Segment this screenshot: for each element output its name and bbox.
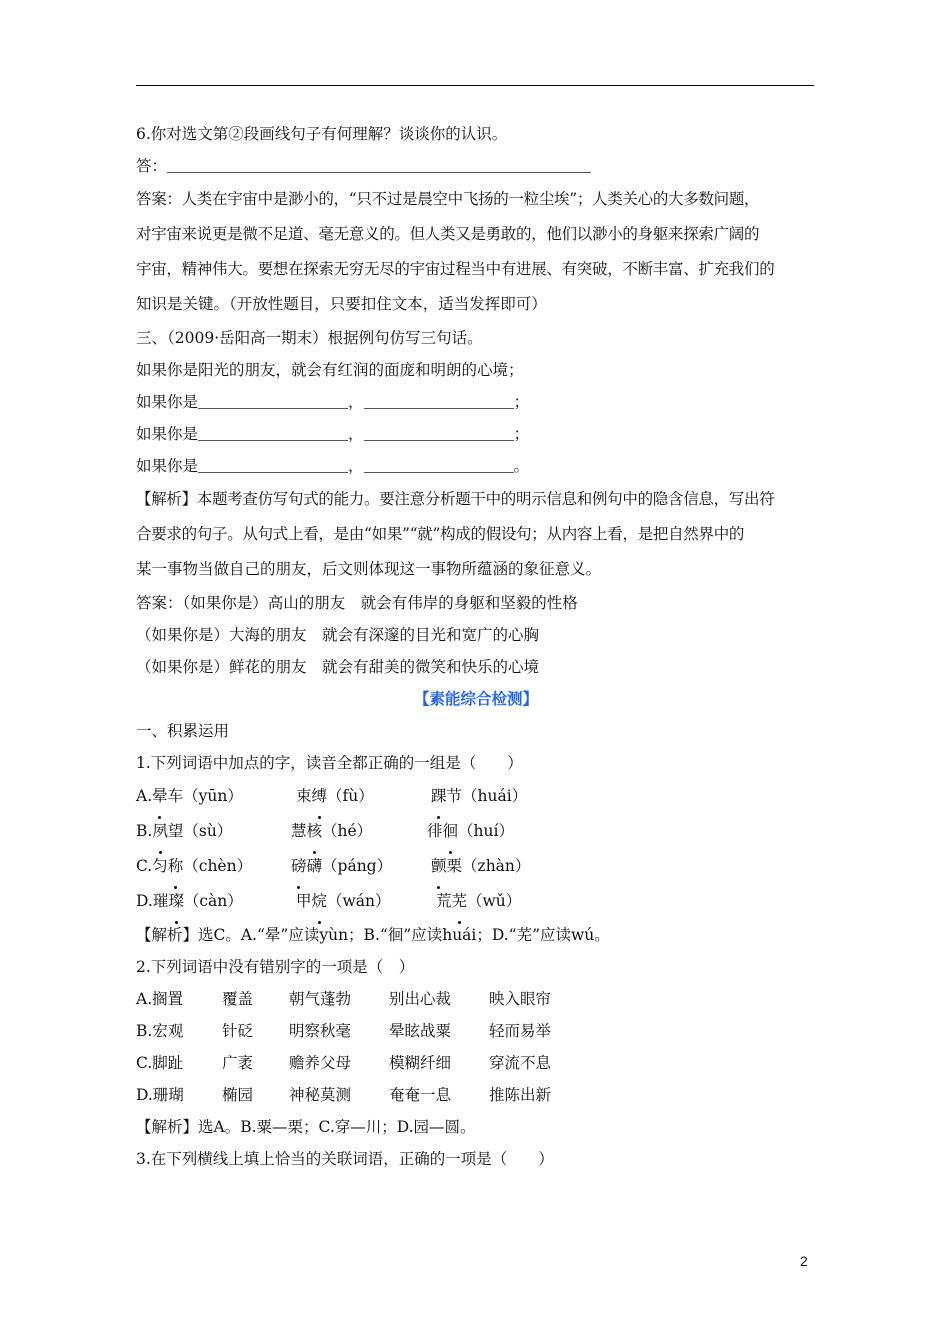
mc2-option-b: B.宏观 针砭 明察秋毫 晕眩战粟 轻而易举: [136, 1022, 552, 1040]
imitation-line-1: 如果你是 ， ；: [136, 386, 816, 418]
mc2-option-c: C.脚趾 广袤 赡养父母 模糊纤细 穿流不息: [136, 1054, 552, 1072]
fill-blank[interactable]: [364, 454, 514, 473]
document-page: [136, 118, 816, 1175]
fill-blank[interactable]: [198, 390, 348, 409]
mc2-option-d: D.珊瑚 椭园 神秘莫测 奄奄一息 推陈出新: [136, 1086, 552, 1104]
q6-answer-4: 知识是关键。（开放性题目，只要扣住文本，适当发挥即可）: [136, 295, 547, 313]
answer-line: 答：: [136, 150, 816, 182]
q3-answer-3: （如果你是）鲜花的朋友 就会有甜美的微笑和快乐的心境: [136, 658, 540, 676]
mc1-question: 1.下列词语中加点的字，读音全都正确的一组是（ ）: [136, 754, 523, 772]
q3-analysis-2: 合要求的句子。从句式上看，是由“如果”“就”构成的假设句；从内容上看，是把自然界中的: [136, 525, 745, 543]
mc2-analysis: 【解析】选A。B.粟—栗；C.穿—川；D.园—圆。: [136, 1118, 476, 1136]
example-sentence: 如果你是阳光的朋友，就会有红润的面庞和明朗的心境；: [136, 361, 524, 379]
mc1-analysis: 【解析】选C。A.“晕”应读yùn；B.“徊”应读huái；D.“芜”应读wú。: [136, 926, 610, 944]
imitation-line-3: 如果你是 ， 。: [136, 450, 816, 482]
mc1-option-c: C.匀称（chèn） 磅礴（páng） 颤栗（zhàn）: [136, 849, 816, 884]
q3-answer-1: 答案：（如果你是）高山的朋友 就会有伟岸的身躯和坚毅的性格: [136, 594, 578, 612]
fill-blank[interactable]: [198, 422, 348, 441]
section-3-title: 三、（2009·岳阳高一期末）根据例句仿写三句话。: [136, 329, 483, 347]
part-1-title: 一、积累运用: [136, 722, 230, 740]
section-heading: 【素能综合检测】: [413, 689, 538, 708]
fill-blank[interactable]: [198, 454, 348, 473]
page-number: 2: [800, 1253, 808, 1269]
mc1-option-b: B.夙望（sù） 慧核（hé） 徘徊（huí）: [136, 814, 816, 849]
q6-answer-1: 答案：人类在宇宙中是渺小的，“只不过是晨空中飞扬的一粒尘埃”；人类关心的大多数问题，: [136, 190, 760, 208]
mc2-question: 2.下列词语中没有错别字的一项是（ ）: [136, 958, 415, 976]
q3-answer-2: （如果你是）大海的朋友 就会有深邃的目光和宽广的心胸: [136, 626, 540, 644]
mc3-question: 3.在下列横线上填上恰当的关联词语，正确的一项是（ ）: [136, 1150, 554, 1168]
mc1-option-a: A.晕车（yūn） 束缚（fù） 踝节（huái）: [136, 779, 816, 814]
mc2-option-a: A.搁置 覆盖 朝气蓬勃 别出心裁 映入眼帘: [136, 990, 552, 1008]
question-6: 6.你对选文第②段画线句子有何理解？谈谈你的认识。: [136, 125, 508, 143]
q6-answer-3: 宇宙，精神伟大。要想在探索无穷无尽的宇宙过程当中有进展、有突破，不断丰富、扩充我们的: [136, 260, 775, 278]
q6-answer-2: 对宇宙来说更是微不足道、毫无意义的。但人类又是勇敢的，他们以渺小的身躯来探索广阔的: [136, 225, 760, 243]
fill-blank[interactable]: [364, 422, 514, 441]
imitation-line-2: 如果你是 ， ；: [136, 418, 816, 450]
answer-blank[interactable]: [167, 154, 591, 173]
mc1-option-d: D.璀璨（càn） 甲烷（wán） 荒芜（wǔ）: [136, 884, 816, 919]
header-rule: [136, 85, 814, 86]
fill-blank[interactable]: [364, 390, 514, 409]
q3-analysis-3: 某一事物当做自己的朋友，后文则体现这一事物所蕴涵的象征意义。: [136, 560, 602, 578]
q3-analysis-1: 【解析】本题考查仿写句式的能力。要注意分析题干中的明示信息和例句中的隐含信息，写出符: [136, 490, 775, 508]
